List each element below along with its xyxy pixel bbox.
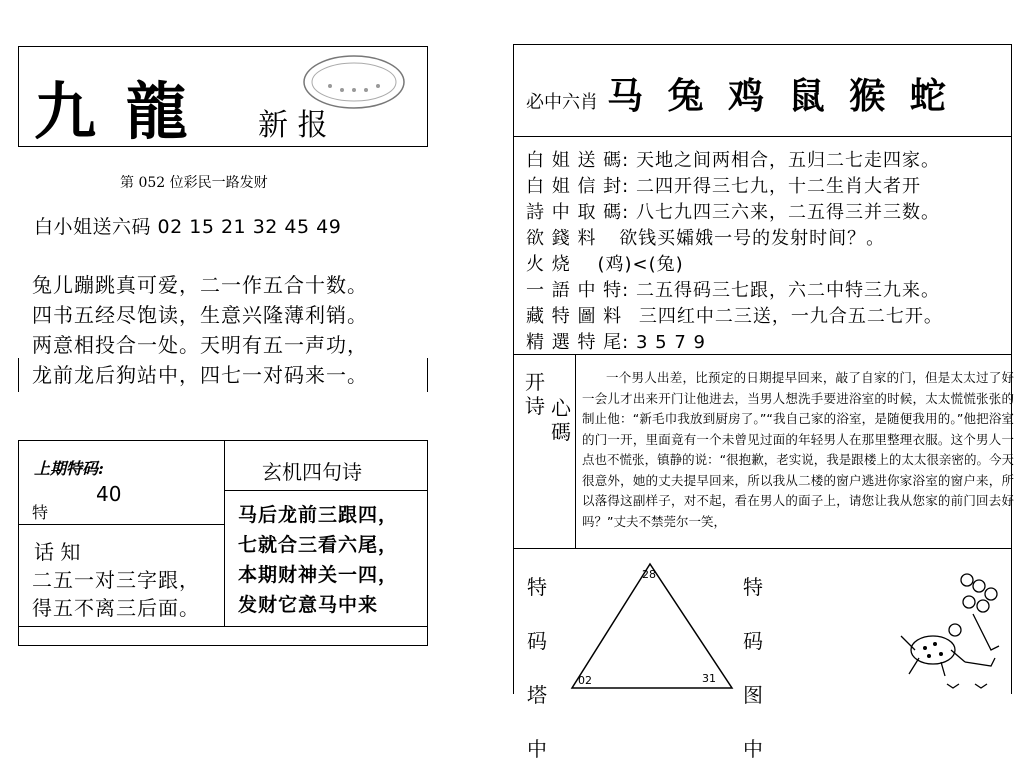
notice-lines xyxy=(32,566,200,622)
pyramid-right-label: 特码图中 xyxy=(743,575,763,761)
mystery-lines xyxy=(238,500,398,620)
poem-line: 龙前龙后狗站中，四七一对码来一。 xyxy=(32,363,368,387)
top-rule xyxy=(18,46,428,47)
pyramid-left-number: 02 xyxy=(578,674,592,687)
table-row xyxy=(526,250,684,276)
row-key: 一 語 中 特: xyxy=(526,280,630,301)
issue-suffix: 位彩民一路发财 xyxy=(169,175,268,191)
mystery-line: 马后龙前三跟四， xyxy=(238,504,399,526)
pyramid-right-number: 31 xyxy=(702,672,716,685)
row-value: 八七九四三六来，二五得三并三数。 xyxy=(635,202,940,223)
box-divider-vertical xyxy=(224,440,225,626)
row-key: 白 姐 送 碼: xyxy=(526,150,630,171)
notice-title: 话 知 xyxy=(34,540,81,564)
story-text: 一个男人出差，比预定的日期提早回来，敲了自家的门，但是太太过了好一会儿才出来开门让他进去，当男人想洗手要进浴室的时候，太太慌慌张张的制止他：“新毛巾我放到厨房了。”“我自己家的浴室，是随便我用的。”他把浴室的门一开，里面竟有一个未曾见过面的年轻男人在那里整理衣服。这个男人一点也不慌张，镇静的说：“很抱歉，老实说，我是跟楼上的太太很亲密的。今天很意外，她的丈夫提早回来，所以我从二楼的窗户逃进你家浴室的窗户来，所以落得这副样子，对不起，看在男人的面子上，请您让我从您家的前门回去好吗？”丈夫不禁莞尔一笑， xyxy=(582,370,1014,529)
story-label-divider xyxy=(575,354,576,548)
story-label-left: 开诗 xyxy=(525,370,545,418)
header-bottom-rule xyxy=(513,136,1011,137)
box-inner-bottom xyxy=(18,626,428,627)
table-row xyxy=(526,172,921,198)
left-rule-top xyxy=(18,46,19,146)
row-value: 三四红中二三送，一九合五二七开。 xyxy=(638,306,943,327)
right-rule-top xyxy=(427,46,428,146)
row-key: 欲 錢 料 xyxy=(526,228,597,249)
table-bottom-rule xyxy=(513,354,1011,355)
poem-line: 两意相投合一处。天明有五一声功， xyxy=(32,333,368,357)
box-divider-left xyxy=(18,524,224,525)
row-value: (鸡)<(兔) xyxy=(597,254,684,275)
row-key: 藏 特 圖 料 xyxy=(526,306,623,327)
table-row xyxy=(526,328,706,354)
right-left-rule xyxy=(513,44,514,694)
issue-line xyxy=(120,172,268,192)
last-special-tag: 特 xyxy=(32,503,49,522)
last-special-value: 40 xyxy=(96,482,122,506)
row-value: 3 5 7 9 xyxy=(635,332,706,353)
table-row xyxy=(526,302,943,328)
story-label-right: 心碼 xyxy=(551,396,571,444)
issue-number: 052 xyxy=(138,175,166,191)
poem-line: 四书五经尽饱读，生意兴隆薄利销。 xyxy=(32,303,368,327)
table-row xyxy=(526,198,940,224)
notice-line: 得五不离三后面。 xyxy=(32,596,200,620)
notice-line: 二五一对三字跟， xyxy=(32,568,200,592)
six-codes: 白小姐送六码 02 15 21 32 45 49 xyxy=(34,216,342,238)
masthead-title: 九 龍 xyxy=(34,75,192,148)
poem-line: 兔儿蹦跳真可爱，二一作五合十数。 xyxy=(32,273,368,297)
pyramid-top-number: 28 xyxy=(642,568,656,581)
cartoon-illustration xyxy=(895,566,1005,696)
row-key: 精 選 特 尾: xyxy=(526,332,630,353)
main-poem xyxy=(32,270,368,390)
row-key: 詩 中 取 碼: xyxy=(526,202,630,223)
header-zodiacs: 马 兔 鸡 鼠 猴 蛇 xyxy=(607,75,952,117)
row-value: 二四开得三七九，十二生肖大者开 xyxy=(635,176,921,197)
left-rule-mid xyxy=(18,358,19,392)
mystery-title: 玄机四句诗 xyxy=(262,460,362,484)
row-key: 火 烧 xyxy=(526,254,571,275)
mystery-line: 七就合三看六尾， xyxy=(238,534,399,556)
box-divider-right xyxy=(224,490,428,491)
box-bottom-rule xyxy=(18,645,428,646)
right-rule-mid xyxy=(427,358,428,392)
box-left-rule xyxy=(18,440,19,646)
right-top-rule xyxy=(513,44,1011,45)
table-row xyxy=(526,224,885,250)
mystery-line: 本期财神关一四， xyxy=(238,564,399,586)
masthead-subtitle: 新 报 xyxy=(258,108,328,143)
seal-logo xyxy=(300,52,410,112)
row-value: 二五得码三七跟，六二中特三九来。 xyxy=(635,280,940,301)
table-row xyxy=(526,276,940,302)
mystery-line: 发财它意马中来 xyxy=(238,594,379,616)
row-value: 天地之间两相合，五归二七走四家。 xyxy=(635,150,940,171)
row-value: 欲钱买孀娥一号的发射时间？。 xyxy=(619,228,886,249)
row-key: 白 姐 信 封: xyxy=(526,176,630,197)
header-line xyxy=(526,68,952,119)
box-top-rule xyxy=(18,440,428,441)
last-special-label: 上期特码: xyxy=(34,459,104,478)
header-prefix: 必中六肖 xyxy=(526,92,598,113)
box-right-rule xyxy=(427,440,428,646)
story-bottom-rule xyxy=(513,548,1011,549)
issue-prefix: 第 xyxy=(120,175,134,191)
table-row xyxy=(526,146,940,172)
pyramid-left-label: 特码塔中 xyxy=(527,575,547,761)
